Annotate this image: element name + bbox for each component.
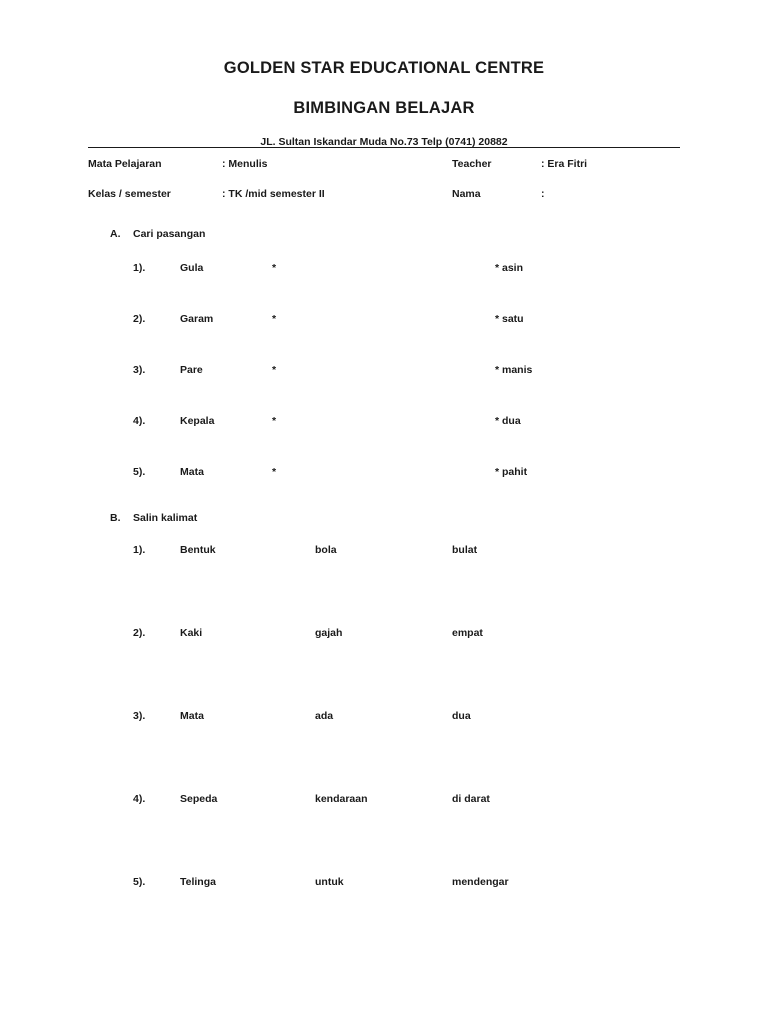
section-a-items <box>0 262 768 517</box>
subject-label: Mata Pelajaran <box>88 158 162 170</box>
sentence-word-1: Kaki <box>180 627 203 639</box>
sentence-row <box>0 876 768 959</box>
info-row <box>0 158 768 188</box>
sentence-word-2: ada <box>315 710 334 722</box>
organization-name: GOLDEN STAR EDUCATIONAL CENTRE <box>223 59 545 77</box>
item-number: 2). <box>133 313 146 325</box>
item-left-word: Kepala <box>180 415 215 427</box>
match-point-right[interactable]: * pahit <box>495 466 528 478</box>
match-point-right[interactable]: * asin <box>495 262 524 274</box>
matching-row <box>0 262 768 313</box>
sentence-word-2: gajah <box>315 627 343 639</box>
sentence-word-3: dua <box>452 710 471 722</box>
item-number: 1). <box>133 262 146 274</box>
section-b-letter: B. <box>110 512 121 524</box>
sentence-word-1: Bentuk <box>180 544 216 556</box>
organization-address: JL. Sultan Iskandar Muda No.73 Telp (0741) 20882 <box>260 136 508 148</box>
item-number: 4). <box>133 793 146 805</box>
match-point-left[interactable]: * <box>272 415 277 427</box>
match-point-left[interactable]: * <box>272 466 277 478</box>
organization-subtitle: BIMBINGAN BELAJAR <box>293 99 475 117</box>
sentence-word-2: bola <box>315 544 337 556</box>
matching-row <box>0 313 768 364</box>
sentence-word-1: Mata <box>180 710 204 722</box>
item-left-word: Garam <box>180 313 214 325</box>
match-point-right[interactable]: * manis <box>495 364 533 376</box>
sentence-word-1: Telinga <box>180 876 216 888</box>
class-semester-label: Kelas / semester <box>88 188 171 200</box>
sentence-word-3: empat <box>452 627 483 639</box>
item-left-word: Pare <box>180 364 203 376</box>
class-semester-value: : TK /mid semester II <box>222 188 325 200</box>
teacher-label: Teacher <box>452 158 492 170</box>
matching-row <box>0 466 768 517</box>
section-a-heading <box>0 228 768 250</box>
sentence-word-3: mendengar <box>452 876 509 888</box>
match-point-left[interactable]: * <box>272 313 277 325</box>
worksheet-info-block <box>0 158 768 218</box>
item-number: 1). <box>133 544 146 556</box>
item-left-word: Mata <box>180 466 204 478</box>
sentence-row <box>0 544 768 627</box>
match-point-right[interactable]: * satu <box>495 313 524 325</box>
sentence-word-2: kendaraan <box>315 793 368 805</box>
item-number: 5). <box>133 876 146 888</box>
sentence-word-3: bulat <box>452 544 478 556</box>
sentence-word-2: untuk <box>315 876 344 888</box>
sentence-row <box>0 793 768 876</box>
match-point-right[interactable]: * dua <box>495 415 521 427</box>
sentence-word-1: Sepeda <box>180 793 218 805</box>
subject-value: : Menulis <box>222 158 268 170</box>
student-name-label: Nama <box>452 188 481 200</box>
section-a <box>0 228 768 517</box>
info-row <box>0 188 768 218</box>
section-b-items <box>0 544 768 959</box>
item-number: 2). <box>133 627 146 639</box>
item-left-word: Gula <box>180 262 204 274</box>
item-number: 4). <box>133 415 146 427</box>
matching-row <box>0 415 768 466</box>
sentence-row <box>0 710 768 793</box>
matching-row <box>0 364 768 415</box>
sentence-row <box>0 627 768 710</box>
match-point-left[interactable]: * <box>272 364 277 376</box>
student-name-value: : <box>541 188 545 200</box>
sentence-word-3: di darat <box>452 793 490 805</box>
document-header <box>88 58 680 149</box>
section-a-letter: A. <box>110 228 121 240</box>
section-b <box>0 512 768 959</box>
section-a-title: Cari pasangan <box>133 228 206 240</box>
item-number: 5). <box>133 466 146 478</box>
section-b-title: Salin kalimat <box>133 512 198 524</box>
match-point-left[interactable]: * <box>272 262 277 274</box>
item-number: 3). <box>133 710 146 722</box>
header-divider <box>88 147 680 148</box>
teacher-value: : Era Fitri <box>541 158 588 170</box>
section-b-heading <box>0 512 768 534</box>
item-number: 3). <box>133 364 146 376</box>
